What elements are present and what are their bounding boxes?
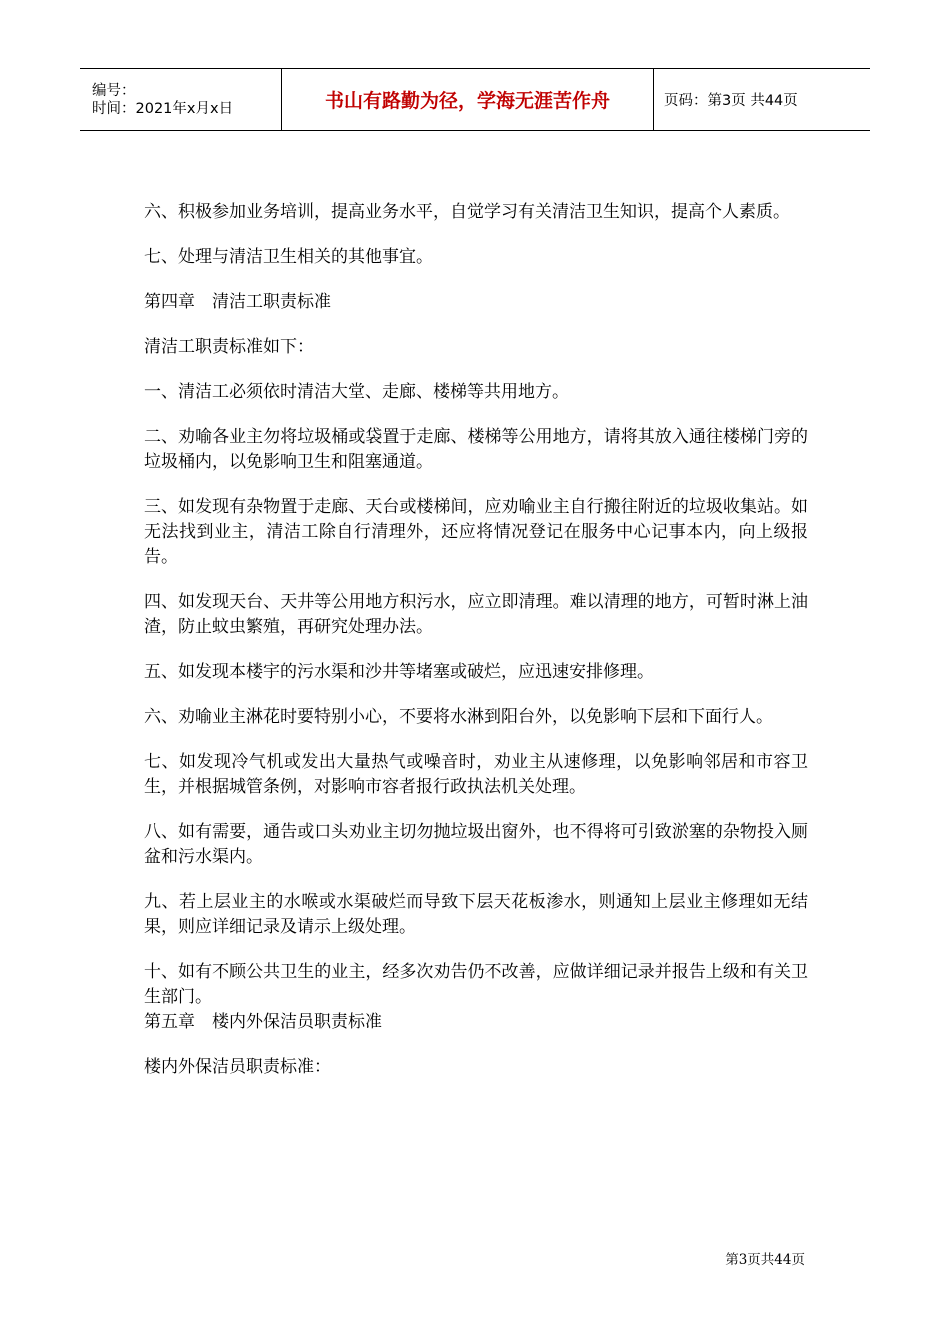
document-number-label: 编号： xyxy=(92,82,136,99)
paragraph: 八、如有需要，通告或口头劝业主切勿抛垃圾出窗外，也不得将可引致淤塞的杂物投入厕盆和污水渠内。 xyxy=(144,822,808,867)
paragraph: 四、如发现天台、天井等公用地方积污水，应立即清理。难以清理的地方，可暂时淋上油渣，防止蚊虫繁殖，再研究处理办法。 xyxy=(144,592,808,637)
header-meta xyxy=(80,69,282,130)
paragraph: 二、劝喻各业主勿将垃圾桶或袋置于走廊、楼梯等公用地方，请将其放入通往楼梯门旁的垃圾桶内，以免影响卫生和阻塞通道。 xyxy=(144,427,808,472)
header-motto: 书山有路勤为径，学海无涯苦作舟 xyxy=(282,69,654,130)
page-footer: 第3页共44页 xyxy=(725,1252,805,1268)
paragraph: 三、如发现有杂物置于走廊、天台或楼梯间，应劝喻业主自行搬往附近的垃圾收集站。如无法找到业主，清洁工除自行清理外，还应将情况登记在服务中心记事本内，向上级报告。 xyxy=(144,497,808,567)
document-header xyxy=(80,68,870,131)
paragraph: 十、如有不顾公共卫生的业主，经多次劝告仍不改善，应做详细记录并报告上级和有关卫生部门。 xyxy=(144,962,808,1007)
header-page-label: 页码：第3页 共44页 xyxy=(664,93,798,109)
chapter-heading: 第五章 楼内外保洁员职责标准 xyxy=(144,1012,382,1032)
paragraph: 九、若上层业主的水喉或水渠破烂而导致下层天花板渗水，则通知上层业主修理如无结果，则应详细记录及请示上级处理。 xyxy=(144,892,808,937)
paragraph: 清洁工职责标准如下： xyxy=(144,337,314,357)
chapter-heading: 第四章 清洁工职责标准 xyxy=(144,292,331,312)
paragraph: 六、积极参加业务培训，提高业务水平，自觉学习有关清洁卫生知识，提高个人素质。 xyxy=(144,202,790,222)
paragraph: 七、如发现冷气机或发出大量热气或噪音时，劝业主从速修理，以免影响邻居和市容卫生，并根据城管条例，对影响市容者报行政执法机关处理。 xyxy=(144,752,808,797)
paragraph: 七、处理与清洁卫生相关的其他事宜。 xyxy=(144,247,433,267)
document-body xyxy=(144,200,808,1100)
paragraph: 五、如发现本楼宇的污水渠和沙井等堵塞或破烂，应迅速安排修理。 xyxy=(144,662,654,682)
paragraph: 一、清洁工必须依时清洁大堂、走廊、楼梯等共用地方。 xyxy=(144,382,569,402)
paragraph: 楼内外保洁员职责标准： xyxy=(144,1057,331,1077)
document-time-label: 时间：2021年x月x日 xyxy=(92,100,234,117)
paragraph: 六、劝喻业主淋花时要特别小心，不要将水淋到阳台外，以免影响下层和下面行人。 xyxy=(144,707,773,727)
